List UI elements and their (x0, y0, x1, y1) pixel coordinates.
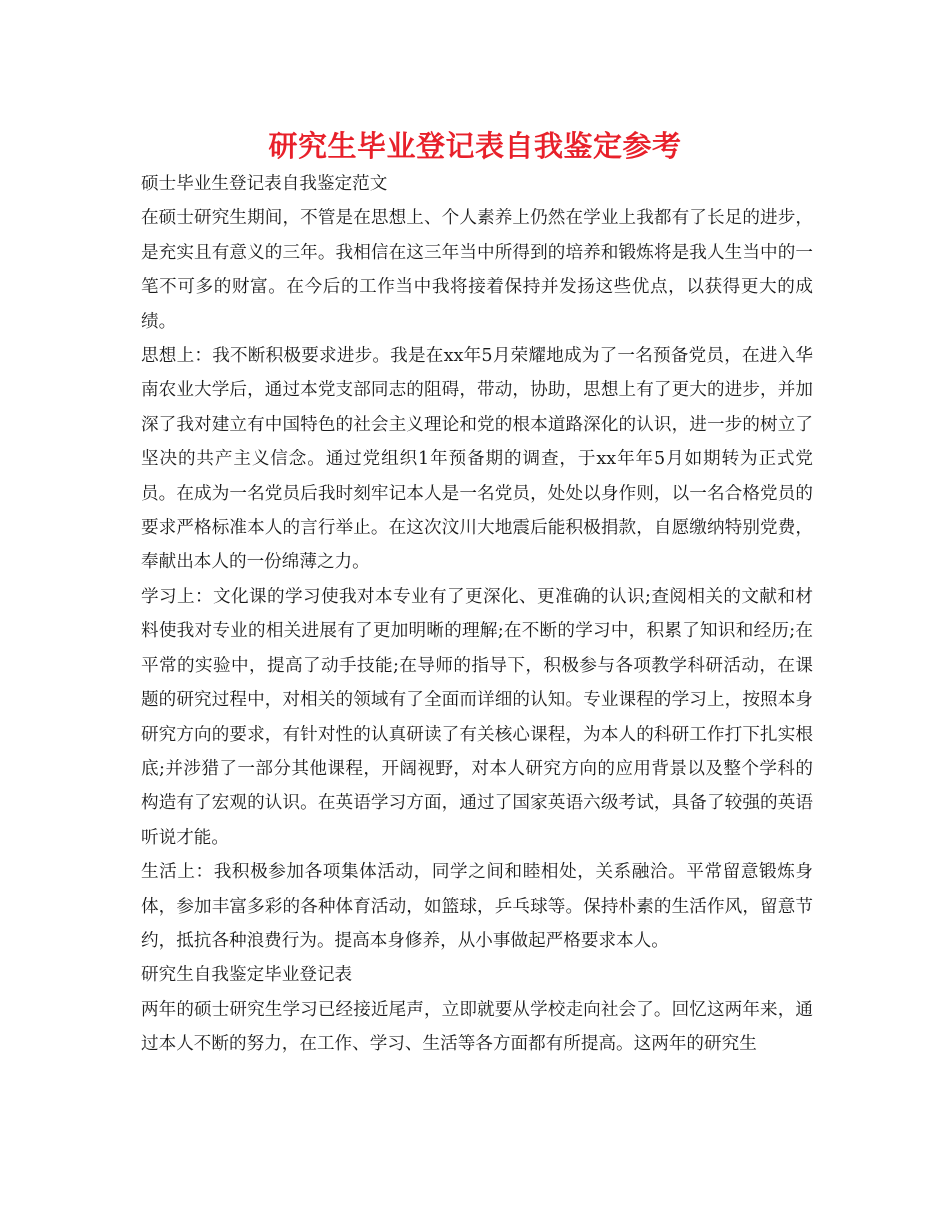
section-heading-master-appraisal: 硕士毕业生登记表自我鉴定范文 (141, 174, 388, 194)
paragraph-life: 生活上：我积极参加各项集体活动，同学之间和睦相处，关系融洽。平常留意锻炼身体，参加丰富多彩的各种体育活动，如篮球，乒乓球等。保持朴素的生活作风，留意节约，抵抗各种浪费行为。提高本身修养，从小事做起严格要求本人。 (141, 862, 813, 951)
paragraph-two-years: 两年的硕士研究生学习已经接近尾声，立即就要从学校走向社会了。回忆这两年来，通过本人不断的努力，在工作、学习、生活等各方面都有所提高。这两年的研究生 (141, 999, 813, 1055)
paragraph-study: 学习上：文化课的学习使我对本专业有了更深化、更准确的认识;查阅相关的文献和材料使我对专业的相关进展有了更加明晰的理解;在不断的学习中，积累了知识和经历;在平常的实验中，提高了动手技能;在导师的指导下，积极参与各项教学科研活动，在课题的研究过程中，对相关的领域有了全面而详细的认知。专业课程的学习上，按照本身研究方向的要求，有针对性的认真研读了有关核心课程，为本人的科研工作打下扎实根底;并涉猎了一部分其他课程，开阔视野，对本人研究方向的应用背景以及整个学科的构造有了宏观的认识。在英语学习方面，通过了国家英语六级考试，具备了较强的英语听说才能。 (141, 586, 813, 848)
document-body (141, 167, 813, 1062)
section-heading-graduate-appraisal: 研究生自我鉴定毕业登记表 (141, 965, 353, 986)
paragraph-ideology: 思想上：我不断积极要求进步。我是在xx年5月荣耀地成为了一名预备党员，在进入华南农业大学后，通过本党支部同志的阻碍，带动，协助，思想上有了更大的进步，并加深了我对建立有中国特色的社会主义理论和党的根本道路深化的认识，进一步的树立了坚决的共产主义信念。通过党组织1年预备期的调查，于xx年年5月如期转为正式党员。在成为一名党员后我时刻牢记本人是一名党员，处处以身作则，以一名合格党员的要求严格标准本人的言行举止。在这次汶川大地震后能积极捐款，自愿缴纳特别党费，奉献出本人的一份绵薄之力。 (141, 346, 813, 573)
document-title: 研究生毕业登记表自我鉴定参考 (268, 129, 682, 163)
paragraph-intro: 在硕士研究生期间，不管是在思想上、个人素养上仍然在学业上我都有了长足的进步，是充实且有意义的三年。我相信在这三年当中所得到的培养和锻炼将是我人生当中的一笔不可多的财富。在今后的工作当中我将接着保持并发扬这些优点，以获得更大的成绩。 (141, 208, 813, 332)
